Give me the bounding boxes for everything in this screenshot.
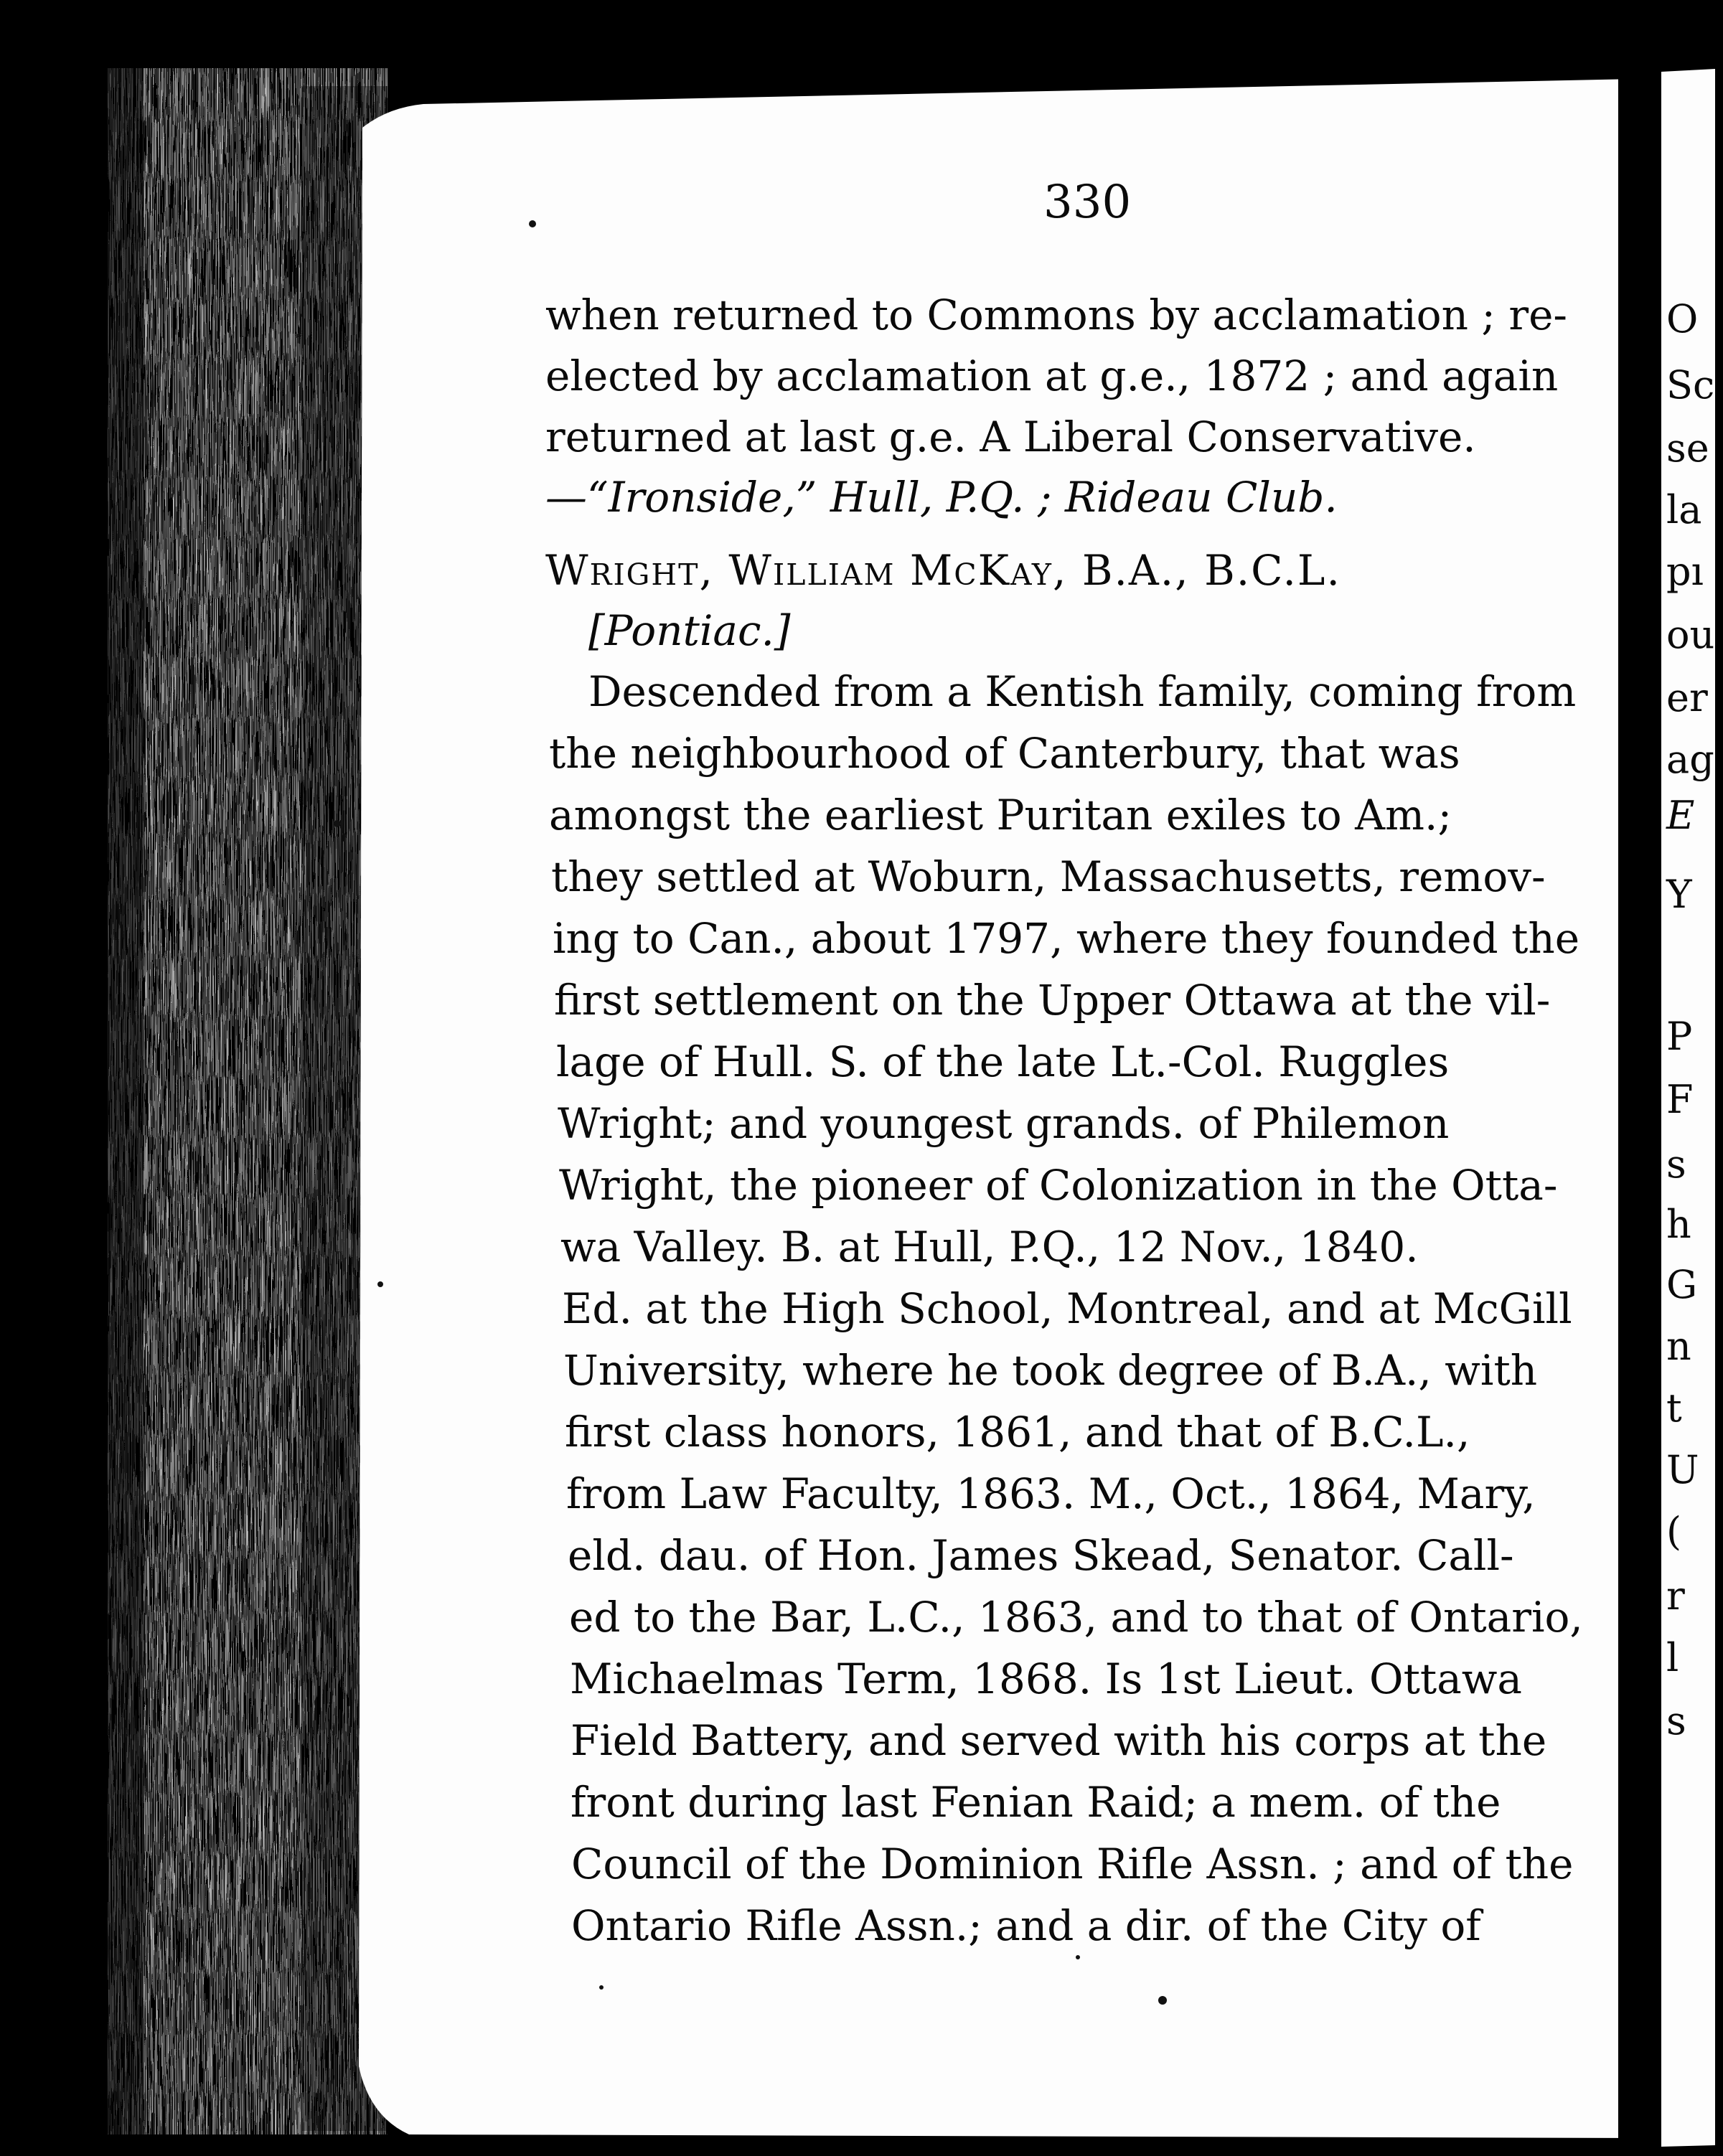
edge-fragment: ag: [1666, 737, 1714, 782]
text-line: the neighbourhood of Canterbury, that was: [549, 729, 1460, 778]
text-line: Wright, the pioneer of Colonization in the Otta-: [559, 1161, 1558, 1210]
edge-fragment: s: [1666, 1141, 1686, 1187]
edge-fragment: Y: [1666, 872, 1692, 917]
text-line: Wright; and youngest grands. of Philemon: [558, 1099, 1450, 1148]
entry-heading: Wright, William McKay, B.A., B.C.L.: [545, 546, 1341, 595]
edge-fragment: O: [1666, 296, 1699, 342]
edge-fragment: E: [1666, 793, 1695, 838]
edge-fragment: r: [1666, 1573, 1685, 1619]
text-line: ed to the Bar, L.C., 1863, and to that of Ontario,: [569, 1593, 1583, 1642]
text-line: elected by acclamation at g.e., 1872 ; and again: [545, 352, 1559, 400]
text-line: they settled at Woburn, Massachusetts, remov-: [551, 852, 1546, 901]
edge-fragment: (: [1666, 1509, 1682, 1554]
text-line: first settlement on the Upper Ottawa at the vil-: [554, 976, 1551, 1025]
text-line: lage of Hull. S. of the late Lt.-Col. Ruggles: [556, 1037, 1450, 1086]
edge-fragment: G: [1666, 1262, 1698, 1307]
text-line: Ontario Rifle Assn.; and a dir. of the City of: [571, 1901, 1481, 1950]
edge-fragment: er: [1666, 675, 1708, 720]
edge-fragment: se: [1666, 425, 1709, 471]
text-line: Field Battery, and served with his corps at the: [571, 1716, 1547, 1765]
text-line: —“Ironside,” Hull, P.Q. ; Rideau Club.: [545, 473, 1338, 522]
text-line: amongst the earliest Puritan exiles to Am.;: [549, 791, 1452, 839]
edge-fragment: U: [1666, 1447, 1699, 1492]
edge-fragment: l: [1666, 1635, 1679, 1680]
text-line: front during last Fenian Raid; a mem. of the: [571, 1778, 1501, 1827]
constituency-label: [Pontiac.]: [588, 606, 791, 655]
edge-fragment: s: [1666, 1698, 1686, 1743]
edge-fragment: F: [1666, 1077, 1694, 1122]
edge-fragment: P: [1666, 1014, 1693, 1059]
text-line: ing to Can., about 1797, where they founded the: [553, 914, 1580, 963]
edge-fragment: t: [1666, 1385, 1682, 1431]
text-line: Ed. at the High School, Montreal, and at McGill: [562, 1284, 1572, 1333]
edge-fragment: n: [1666, 1324, 1691, 1369]
text-line: returned at last g.e. A Liberal Conservative.: [545, 413, 1476, 461]
edge-fragment: pı: [1666, 549, 1704, 594]
edge-fragment: Sc: [1666, 362, 1715, 408]
text-line: when returned to Commons by acclamation ; re-: [545, 291, 1568, 339]
page-number: 330: [1043, 176, 1132, 229]
text-line: first class honors, 1861, and that of B.C.L.,: [565, 1408, 1470, 1456]
text-line: University, where he took degree of B.A., with: [563, 1346, 1538, 1395]
text-line: eld. dau. of Hon. James Skead, Senator. Call-: [568, 1531, 1514, 1580]
text-line: from Law Faculty, 1863. M., Oct., 1864, Mary,: [566, 1469, 1536, 1518]
edge-fragment: ou: [1666, 612, 1715, 657]
edge-fragment: la: [1666, 487, 1702, 532]
text-line: Council of the Dominion Rifle Assn. ; and of the: [571, 1840, 1574, 1888]
text-line: Descended from a Kentish family, coming from: [588, 667, 1577, 716]
text-line: wa Valley. B. at Hull, P.Q., 12 Nov., 1840.: [560, 1223, 1419, 1271]
text-line: Michaelmas Term, 1868. Is 1st Lieut. Ottawa: [570, 1654, 1523, 1703]
edge-fragment: h: [1666, 1202, 1691, 1247]
